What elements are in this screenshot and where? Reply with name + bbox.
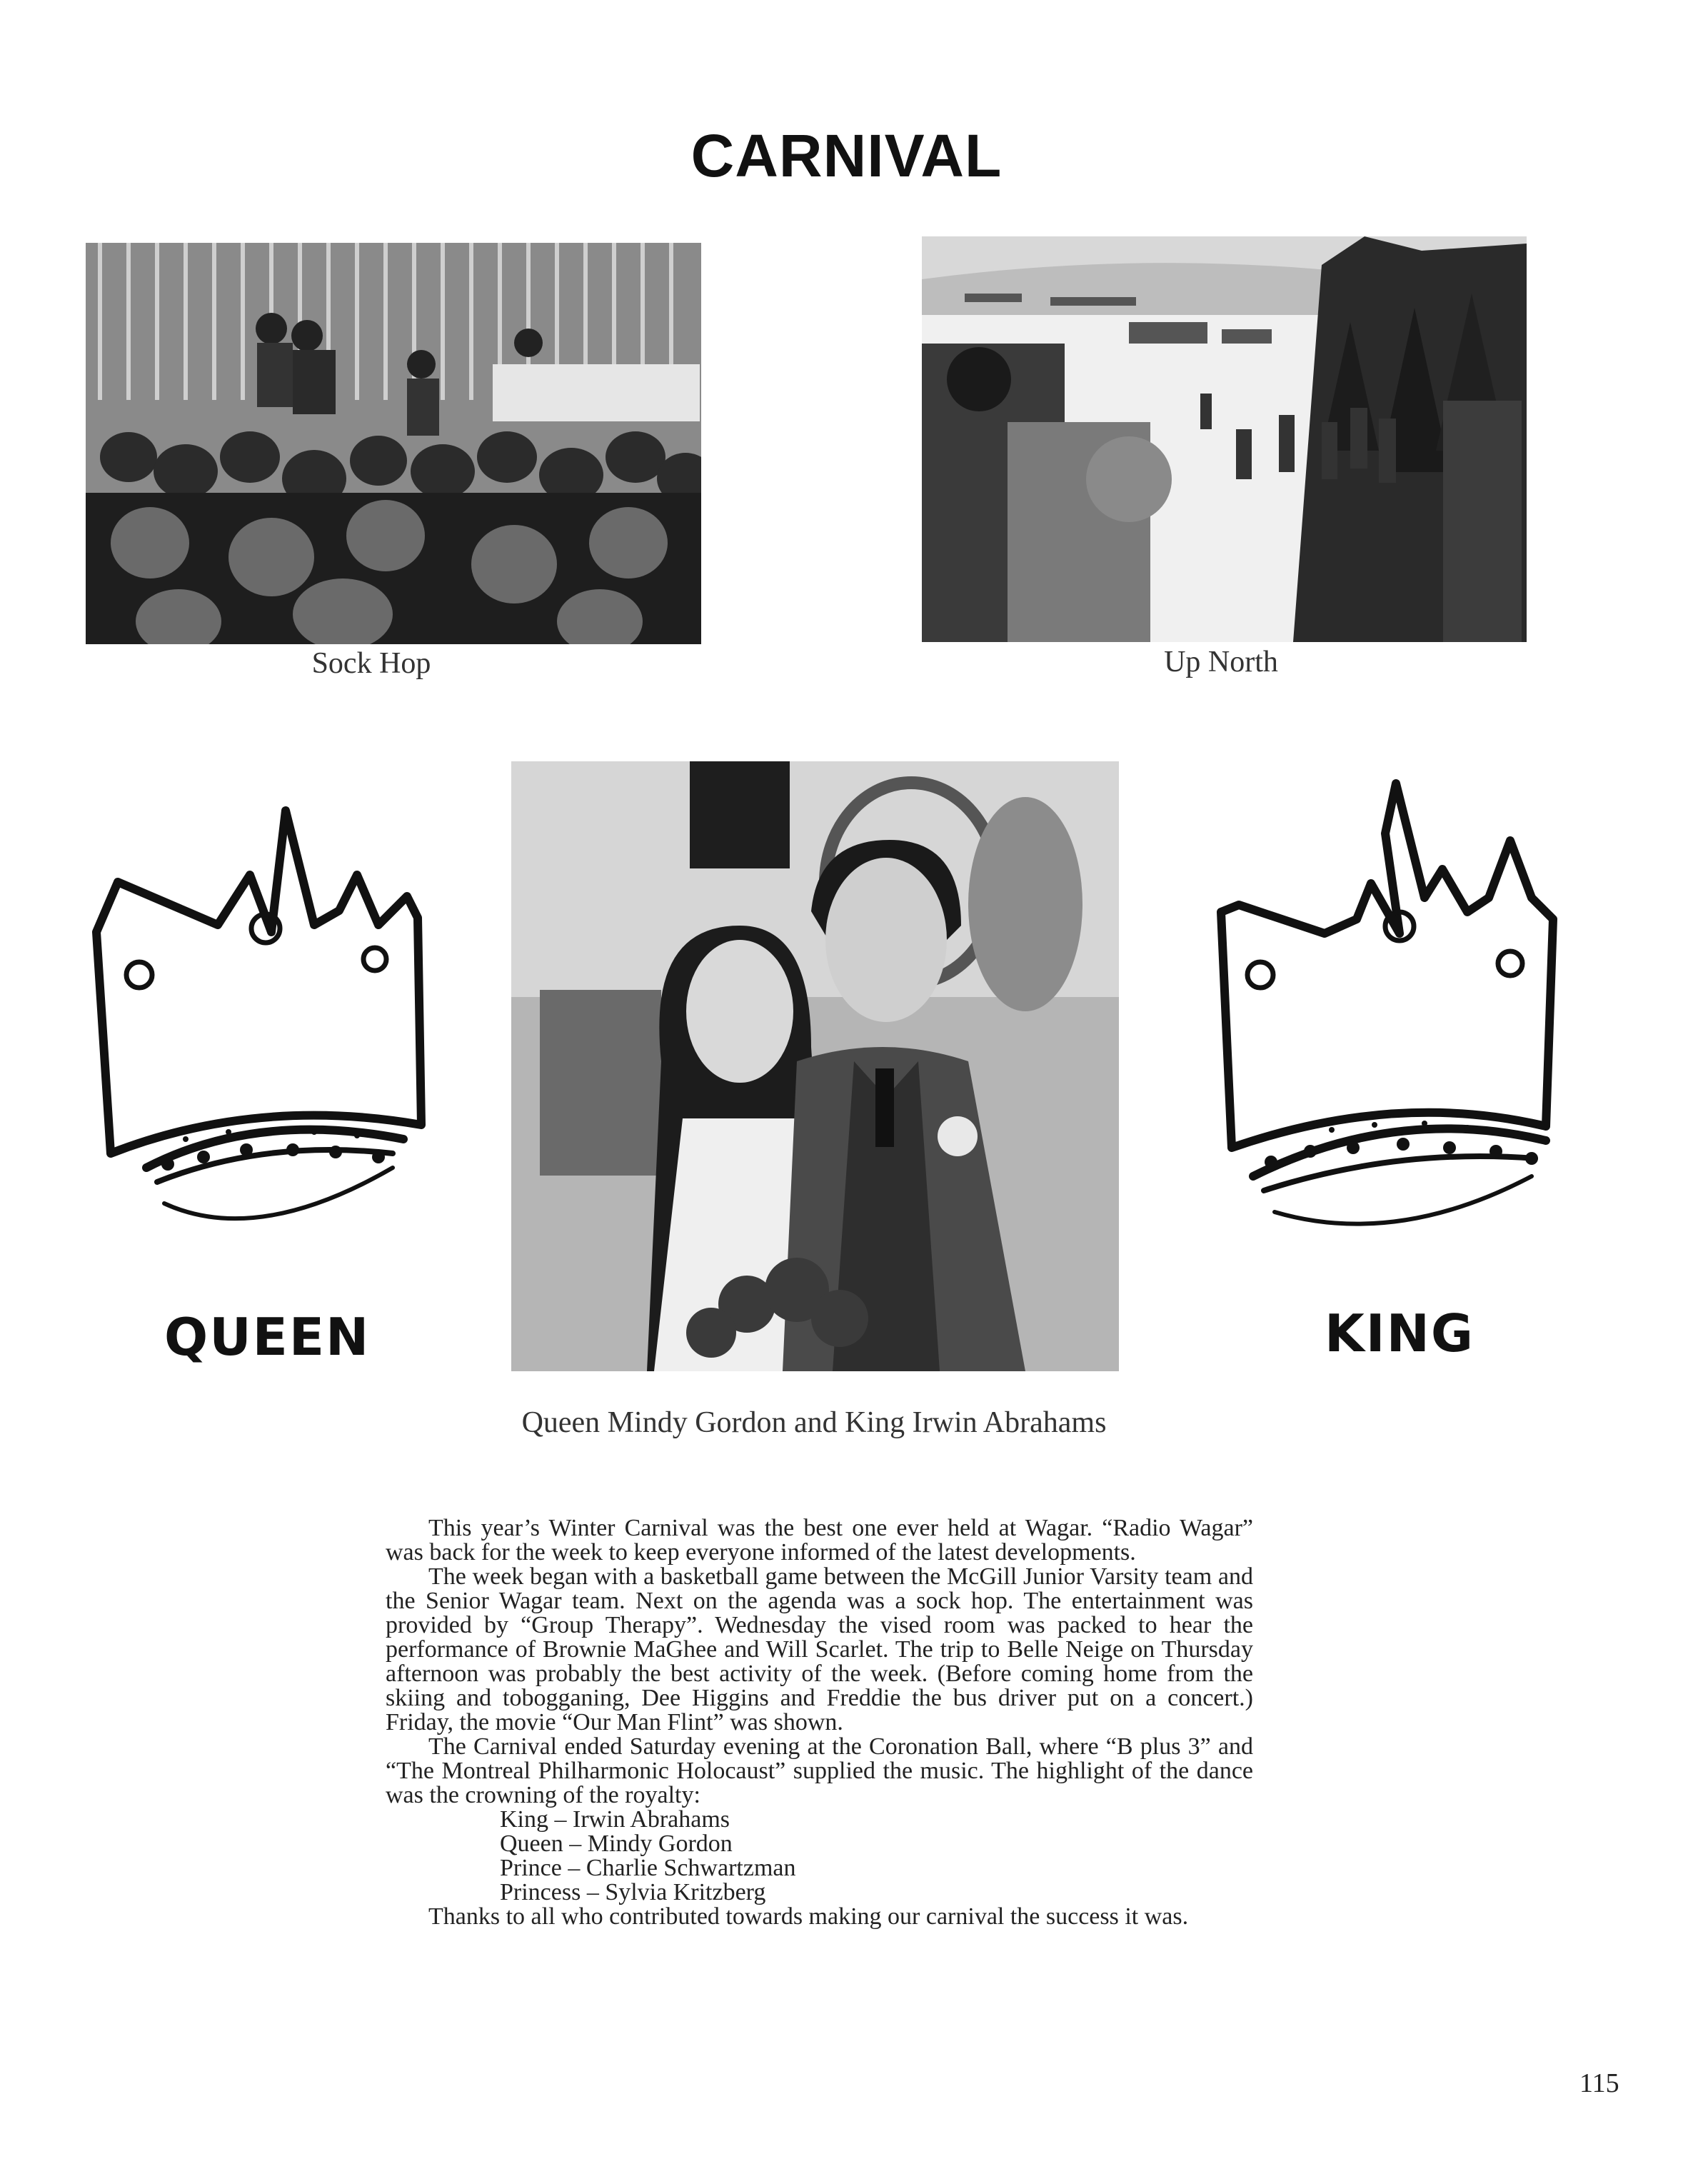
queen-crown-drawing (79, 782, 432, 1257)
royalty-photo (511, 761, 1119, 1371)
royalty-roster (500, 1808, 1253, 1905)
page-number: 115 (1579, 2068, 1619, 2098)
king-label: KING (1325, 1303, 1475, 1363)
royalty-caption: Queen Mindy Gordon and King Irwin Abrahams (521, 1406, 1107, 1439)
roster-item: King – Irwin Abrahams (500, 1806, 730, 1833)
sock-hop-caption: Sock Hop (311, 647, 431, 680)
sock-hop-photo (86, 243, 701, 644)
roster-item: Prince – Charlie Schwartzman (500, 1855, 796, 1881)
king-crown-drawing (1210, 776, 1567, 1262)
roster-item: Princess – Sylvia Kritzberg (500, 1879, 766, 1905)
up-north-caption: Up North (1164, 646, 1278, 678)
article-paragraph: The week began with a basketball game between the McGill Junior Varsity team and the Senior Wagar team. Next on the agenda was a sock hop. The entertainment was provided by “Group Therapy”. Wednesday the vised room was packed to hear the performance of Brownie MaGhee and Will Scarlet. The trip to Belle Neige on Thursday afternoon was probably the best activity of the week. (Before coming home from the skiing and tobogganing, Dee Higgins and Freddie the bus driver put on a concert.) Friday, the movie “Our Man Flint” was shown. (386, 1563, 1253, 1735)
article-body (386, 1516, 1253, 1929)
article-closing: Thanks to all who contributed towards making our carnival the success it was. (428, 1903, 1189, 1930)
page-title: CARNIVAL (690, 122, 1003, 189)
roster-item: Queen – Mindy Gordon (500, 1830, 733, 1857)
article-paragraph: The Carnival ended Saturday evening at the Coronation Ball, where “B plus 3” and “The Montreal Philharmonic Holocaust” supplied the music. The highlight of the dance was the crowning of the royalty: (386, 1733, 1253, 1808)
queen-label: QUEEN (164, 1307, 371, 1367)
article-paragraph: This year’s Winter Carnival was the best one ever held at Wagar. “Radio Wagar” was back for the week to keep everyone informed of the latest developments. (386, 1515, 1253, 1566)
up-north-photo (922, 236, 1527, 642)
